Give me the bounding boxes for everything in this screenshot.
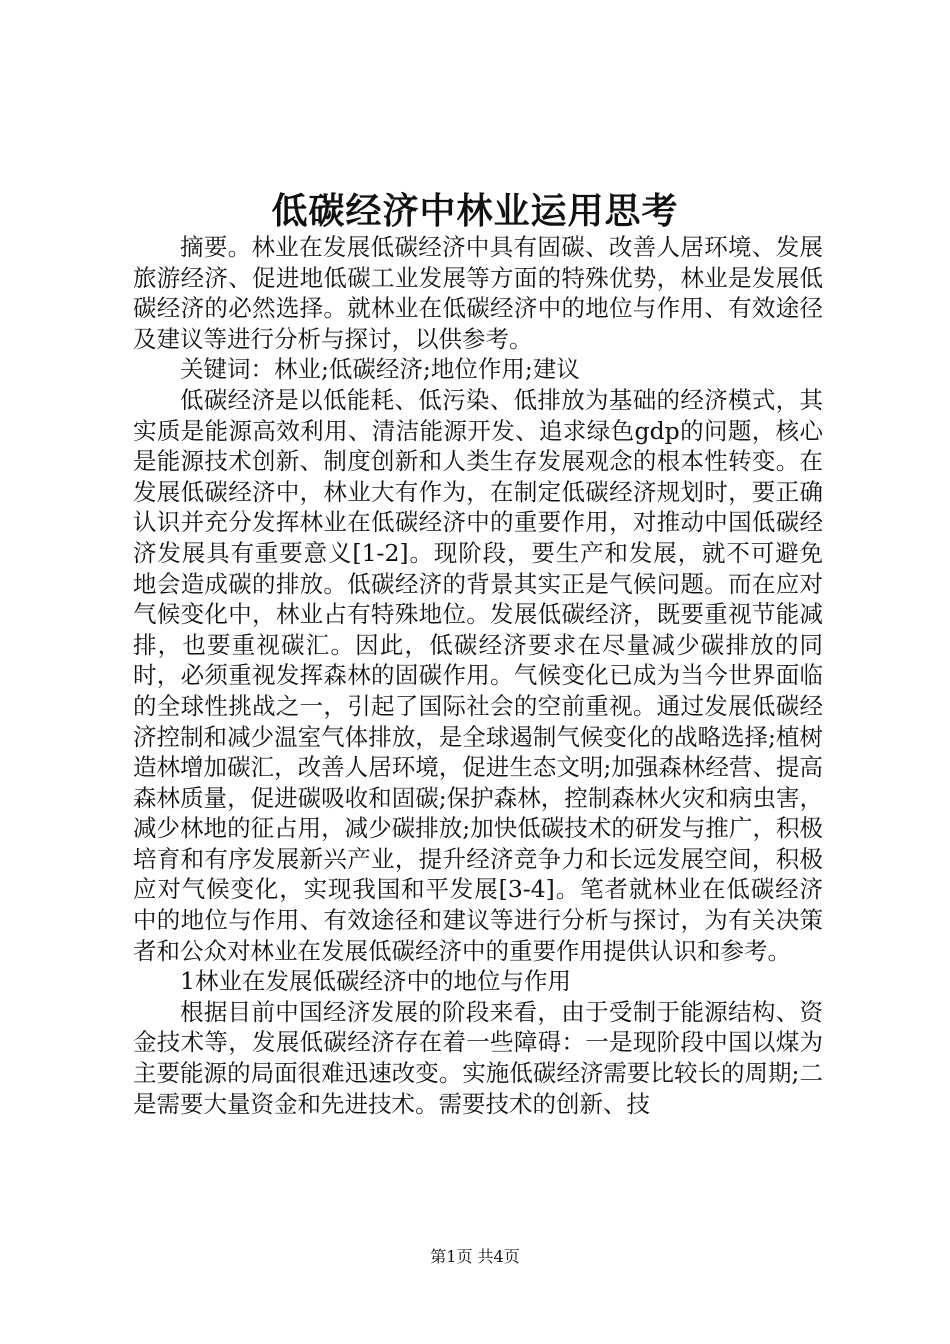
section-paragraph: 根据目前中国经济发展的阶段来看，由于受制于能源结构、资金技术等，发展低碳经济存在着一些障碍：一是现阶段中国以煤为主要能源的局面很难迅速改变。实施低碳经济需要比较长的周期;二是需要大量资金和先进技术。需要技术的创新、技 bbox=[133, 997, 823, 1118]
abstract-paragraph: 摘要。林业在发展低碳经济中具有固碳、改善人居环境、发展旅游经济、促进地低碳工业发展等方面的特殊优势，林业是发展低碳经济的必然选择。就林业在低碳经济中的地位与作用、有效途径及建议等进行分析与探讨，以供参考。 bbox=[133, 233, 823, 353]
section-heading: 1林业在发展低碳经济中的地位与作用 bbox=[180, 967, 571, 996]
intro-paragraph: 低碳经济是以低能耗、低污染、低排放为基础的经济模式，其实质是能源高效利用、清洁能源开发、追求绿色gdp的问题，核心是能源技术创新、制度创新和人类生存发展观念的根本性转变。在发展低碳经济中，林业大有作为，在制定低碳经济规划时，要正确认识并充分发挥林业在低碳经济中的重要作用，对推动中国低碳经济发展具有重要意义[1-2]。现阶段，要生产和发展，就不可避免地会造成碳的排放。低碳经济的背景其实正是气候问题。而在应对气候变化中，林业占有特殊地位。发展低碳经济，既要重视节能减排，也要重视碳汇。因此，低碳经济要求在尽量减少碳排放的同时，必须重视发挥森林的固碳作用。气候变化已成为当今世界面临的全球性挑战之一，引起了国际社会的空前重视。通过发展低碳经济控制和减少温室气体排放，是全球遏制气候变化的战略选择;植树造林增加碳汇，改善人居环境，促进生态文明;加强森林经营、提高森林质量，促进碳吸收和固碳;保护森林，控制森林火灾和病虫害，减少林地的征占用，减少碳排放;加快低碳技术的研发与推广，积极培育和有序发展新兴产业，提升经济竞争力和长远发展空间，积极应对气候变化，实现我国和平发展[3-4]。笔者就林业在低碳经济中的地位与作用、有效途径和建议等进行分析与探讨，为有关决策者和公众对林业在发展低碳经济中的重要作用提供认识和参考。 bbox=[133, 385, 823, 965]
page-number-footer: 第1页 共4页 bbox=[430, 1247, 520, 1266]
document-body bbox=[133, 232, 823, 1119]
document-title: 低碳经济中林业运用思考 bbox=[271, 190, 679, 232]
keywords-paragraph: 关键词：林业;低碳经济;地位作用;建议 bbox=[180, 355, 580, 384]
